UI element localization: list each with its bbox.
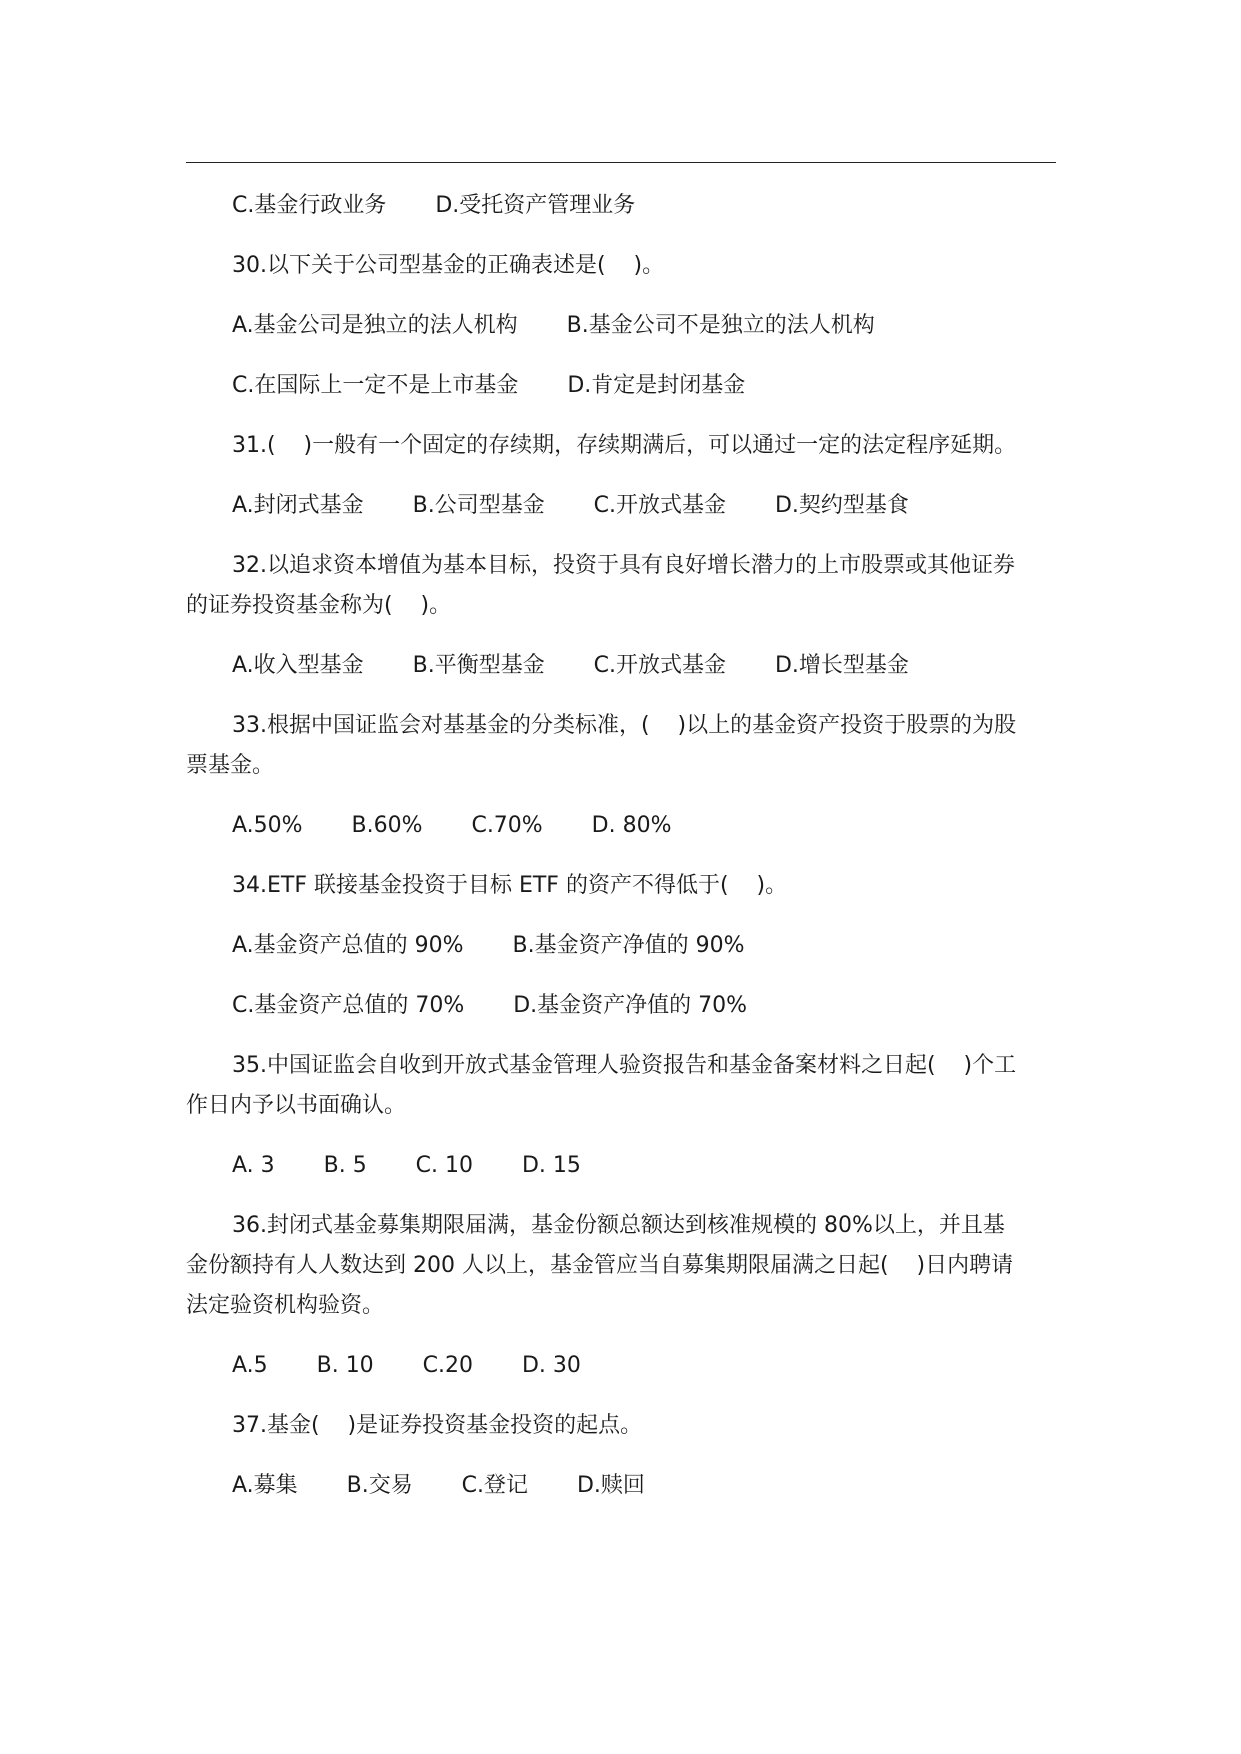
q34-option-b: B.基金资产净值的 90% — [512, 933, 745, 958]
q37-option-b: B.交易 — [346, 1473, 413, 1498]
q36-stem-line3: 法定验资机构验资。 — [186, 1293, 385, 1318]
q33-option-c: C.70% — [471, 813, 543, 838]
q35-option-a: A. 3 — [232, 1153, 275, 1178]
q36-option-c: C.20 — [422, 1353, 473, 1378]
q34-option-c: C.基金资产总值的 70% — [232, 993, 465, 1018]
q34-option-a: A.基金资产总值的 90% — [232, 933, 464, 958]
q31-option-d: D.契约型基食 — [774, 493, 909, 518]
q35-option-b: B. 5 — [323, 1153, 367, 1178]
q36-options — [186, 1346, 1056, 1386]
q30-options-row1 — [186, 306, 1056, 346]
q32-option-d: D.增长型基金 — [774, 653, 909, 678]
q34-stem: 34.ETF 联接基金投资于目标 ETF 的资产不得低于( )。 — [232, 873, 788, 898]
q36-option-d: D. 30 — [521, 1353, 581, 1378]
q35-options — [186, 1146, 1056, 1186]
q36-stem-line2: 金份额持有人人数达到 200 人以上，基金管应当自募集期限届满之日起( )日内聘请 — [186, 1253, 1014, 1278]
q30-option-a: A.基金公司是独立的法人机构 — [232, 313, 518, 338]
header-rule — [186, 162, 1056, 163]
q37-option-d: D.赎回 — [576, 1473, 645, 1498]
q31-option-b: B.公司型基金 — [412, 493, 545, 518]
q30-option-b: B.基金公司不是独立的法人机构 — [566, 313, 875, 338]
q35-stem-line1: 35.中国证监会自收到开放式基金管理人验资报告和基金备案材料之日起( )个工 — [232, 1053, 1017, 1078]
q37-option-c: C.登记 — [461, 1473, 529, 1498]
q35-option-c: C. 10 — [415, 1153, 473, 1178]
q32-stem-line1: 32.以追求资本增值为基本目标，投资于具有良好增长潜力的上市股票或其他证券 — [232, 553, 1015, 578]
exam-content — [186, 186, 1056, 1506]
q33-options — [186, 806, 1056, 846]
q37-options — [186, 1466, 1056, 1506]
q32-option-a: A.收入型基金 — [232, 653, 364, 678]
q32-stem-line2: 的证券投资基金称为( )。 — [186, 593, 452, 618]
q33-stem-line2: 票基金。 — [186, 753, 275, 778]
q33-option-d: D. 80% — [591, 813, 672, 838]
q33-option-b: B.60% — [351, 813, 423, 838]
q32-options — [186, 646, 1056, 686]
q33-stem-line1: 33.根据中国证监会对基基金的分类标准，( )以上的基金资产投资于股票的为股 — [232, 713, 1017, 738]
q34-options-row2 — [186, 986, 1056, 1026]
q29-option-d: D.受托资产管理业务 — [435, 193, 636, 218]
q36-stem-line1: 36.封闭式基金募集期限届满，基金份额总额达到核准规模的 80%以上，并且基 — [232, 1213, 1005, 1238]
q32-option-c: C.开放式基金 — [593, 653, 727, 678]
q31-option-a: A.封闭式基金 — [232, 493, 364, 518]
q30-option-d: D.肯定是封闭基金 — [567, 373, 746, 398]
q31-stem: 31.( )一般有一个固定的存续期，存续期满后，可以通过一定的法定程序延期。 — [232, 433, 1017, 458]
q32-option-b: B.平衡型基金 — [412, 653, 545, 678]
q34-options-row1 — [186, 926, 1056, 966]
q29-options — [186, 186, 1056, 226]
q30-options-row2 — [186, 366, 1056, 406]
q37-option-a: A.募集 — [232, 1473, 298, 1498]
q35-option-d: D. 15 — [521, 1153, 581, 1178]
q36-option-a: A.5 — [232, 1353, 268, 1378]
q33-option-a: A.50% — [232, 813, 303, 838]
q31-option-c: C.开放式基金 — [593, 493, 727, 518]
q35-stem-line2: 作日内予以书面确认。 — [186, 1093, 407, 1118]
q36-option-b: B. 10 — [316, 1353, 374, 1378]
q30-stem: 30.以下关于公司型基金的正确表述是( )。 — [232, 253, 665, 278]
q37-stem: 37.基金( )是证券投资基金投资的起点。 — [232, 1413, 643, 1438]
q29-option-c: C.基金行政业务 — [232, 193, 387, 218]
q30-option-c: C.在国际上一定不是上市基金 — [232, 373, 519, 398]
q34-option-d: D.基金资产净值的 70% — [513, 993, 748, 1018]
q31-options — [186, 486, 1056, 526]
